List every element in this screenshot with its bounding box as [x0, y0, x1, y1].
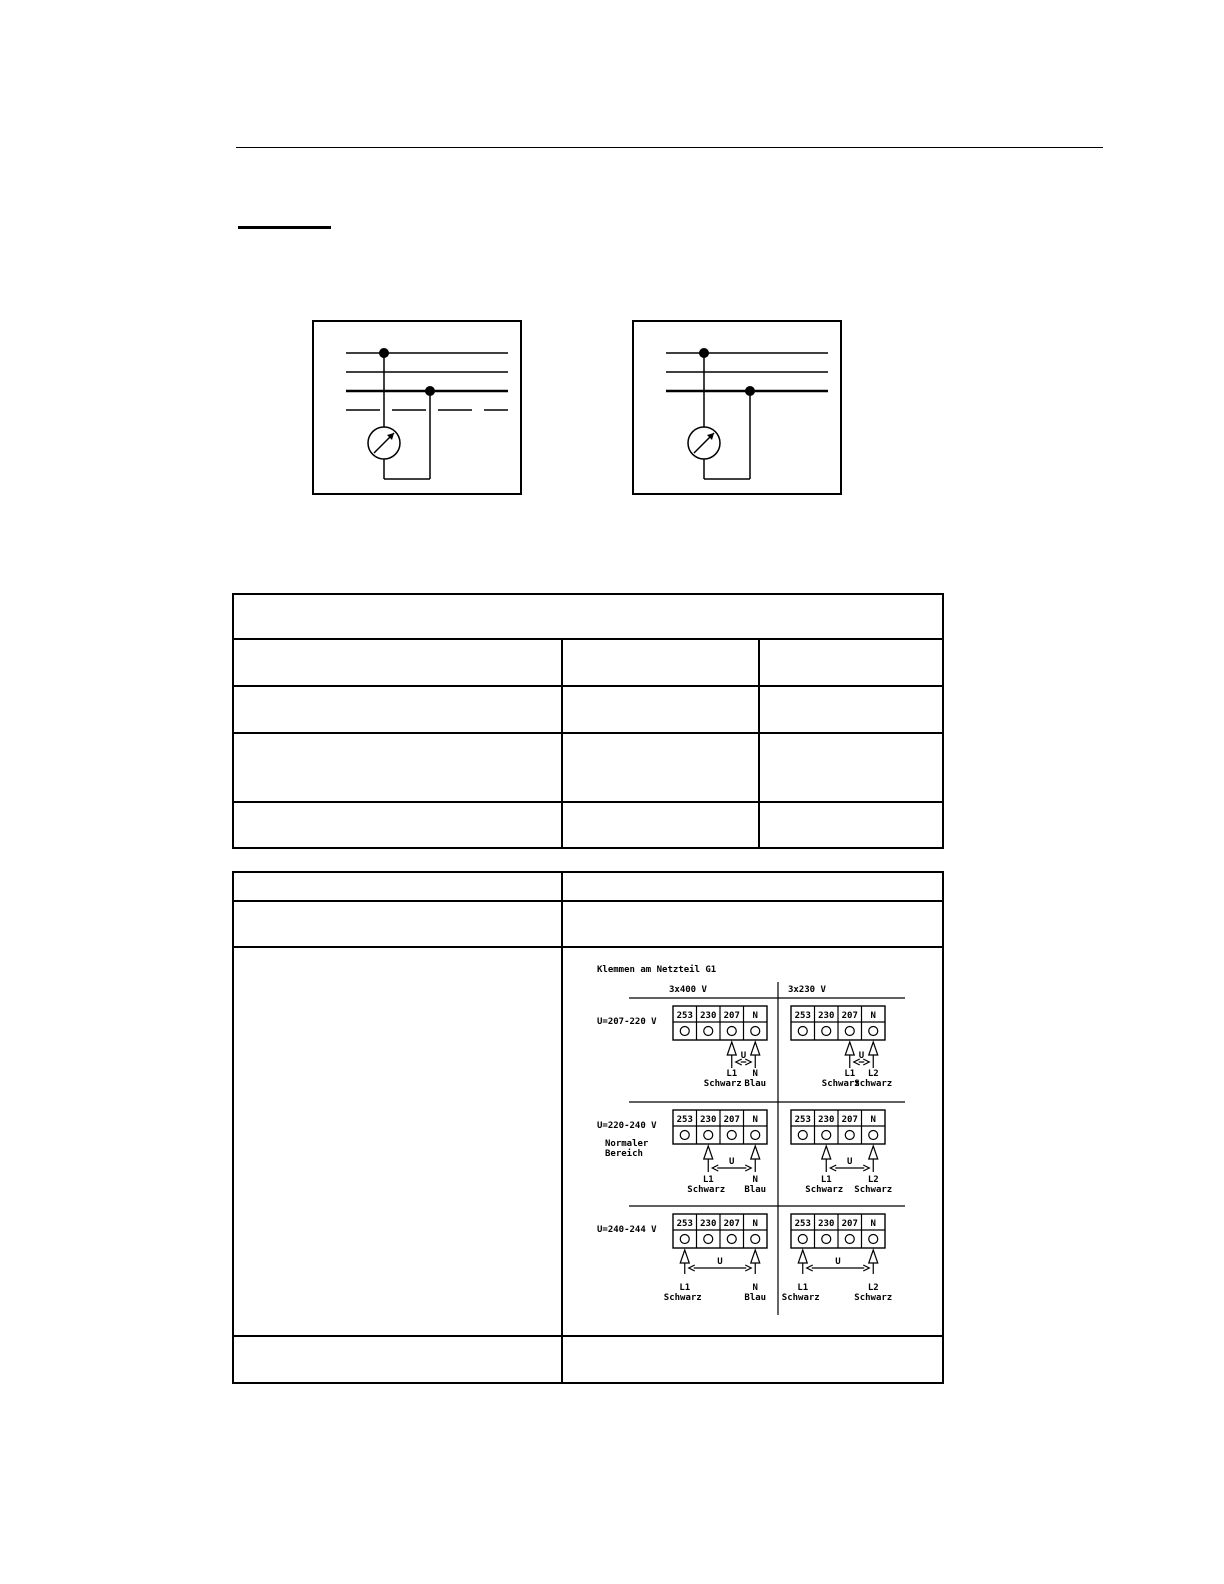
measurement-table	[232, 593, 944, 849]
terminal-label: 207	[841, 1219, 858, 1229]
figure-title: Klemmen am Netzteil G1	[597, 965, 717, 975]
terminal-label: N	[870, 1115, 876, 1125]
terminal-screw-icon	[845, 1027, 854, 1036]
table-cell	[759, 733, 943, 802]
terminal-screw-icon	[869, 1027, 878, 1036]
voltage-u-label: U	[835, 1257, 841, 1267]
wire-phase-label: N	[752, 1283, 758, 1293]
wire-phase-label: L2	[867, 1069, 879, 1079]
terminal-screw-icon	[704, 1027, 713, 1036]
wire-color-label: Schwarz	[805, 1185, 844, 1195]
terminal-label: 253	[794, 1219, 811, 1229]
terminal-label: 230	[700, 1115, 717, 1125]
terminal-label: 207	[723, 1115, 740, 1125]
table-cell	[759, 802, 943, 848]
meter-diagram-three-wire-svg	[634, 322, 844, 497]
wire-phase-label: N	[752, 1069, 758, 1079]
table-row	[233, 686, 943, 733]
wire-arrow-head	[704, 1146, 713, 1159]
table-cell	[233, 733, 562, 802]
terminal-label: 253	[794, 1011, 811, 1021]
table-row	[233, 802, 943, 848]
terminal-label: 207	[723, 1011, 740, 1021]
terminal-screw-icon	[727, 1235, 736, 1244]
wire-phase-label: L1	[679, 1283, 691, 1293]
wire-phase-label: L2	[867, 1175, 879, 1185]
wire-phase-label: L1	[844, 1069, 856, 1079]
voltage-u-label: U	[729, 1157, 735, 1167]
wire-phase-label: L1	[726, 1069, 738, 1079]
terminal-label: 253	[676, 1011, 693, 1021]
terminal-screw-icon	[680, 1235, 689, 1244]
wire-phase-label: L1	[702, 1175, 714, 1185]
terminal-screw-icon	[798, 1131, 807, 1140]
terminal-figure-cell	[562, 947, 943, 1336]
terminal-screw-icon	[751, 1131, 760, 1140]
terminal-label: 230	[700, 1219, 717, 1229]
terminal-screw-icon	[704, 1131, 713, 1140]
terminal-label: N	[870, 1011, 876, 1021]
meter-diagram-four-wire-svg	[314, 322, 524, 497]
table-cell	[562, 802, 759, 848]
terminal-label: 207	[841, 1011, 858, 1021]
table-row	[233, 733, 943, 802]
table-cell	[233, 639, 562, 686]
wire-phase-label: L1	[797, 1283, 809, 1293]
table-cell	[233, 1336, 562, 1383]
table-header-row	[233, 872, 943, 901]
voltage-u-label: U	[847, 1157, 853, 1167]
table-row	[233, 947, 943, 1336]
wire-arrow-head	[869, 1146, 878, 1159]
wire-color-label: Schwarz	[703, 1079, 742, 1089]
terminal-screw-icon	[727, 1027, 736, 1036]
terminal-screw-icon	[869, 1131, 878, 1140]
voltage-range-label: U=240-244 V	[597, 1225, 657, 1235]
terminal-label: 230	[818, 1011, 835, 1021]
wire-arrow-head	[751, 1250, 760, 1263]
table-cell	[233, 686, 562, 733]
table-cell	[233, 901, 562, 947]
table-cell	[562, 639, 759, 686]
terminal-screw-icon	[704, 1235, 713, 1244]
wire-color-label: Schwarz	[781, 1293, 820, 1303]
terminal-screw-icon	[680, 1131, 689, 1140]
terminal-label: 207	[723, 1219, 740, 1229]
voltage-range-label: U=220-240 V	[597, 1121, 657, 1131]
terminal-screw-icon	[869, 1235, 878, 1244]
range-sublabel: Bereich	[605, 1149, 643, 1159]
wire-arrow-head	[798, 1250, 807, 1263]
wire-arrow-head	[845, 1042, 854, 1055]
wire-color-label: Blau	[744, 1079, 767, 1089]
voltage-u-label: U	[740, 1051, 747, 1061]
wire-arrow-head	[751, 1042, 760, 1055]
procedure-table	[232, 871, 944, 1384]
wire-color-label: Blau	[744, 1293, 767, 1303]
wire-color-label: Schwarz	[687, 1185, 726, 1195]
wire-color-label: Schwarz	[854, 1293, 893, 1303]
wire-arrow-head	[751, 1146, 760, 1159]
wire-phase-label: N	[752, 1175, 758, 1185]
wire-color-label: Schwarz	[663, 1293, 702, 1303]
terminal-label: 230	[818, 1115, 835, 1125]
terminal-screw-icon	[727, 1131, 736, 1140]
terminal-label: 253	[794, 1115, 811, 1125]
section-heading-underline	[238, 226, 331, 229]
meter-diagram-four-wire	[312, 320, 522, 495]
wire-arrow-head	[822, 1146, 831, 1159]
column-header-3x400: 3x400 V	[669, 985, 707, 995]
table-cell	[233, 947, 562, 1336]
terminal-screw-icon	[798, 1027, 807, 1036]
terminal-label: 230	[700, 1011, 717, 1021]
table-cell	[759, 686, 943, 733]
terminal-screw-icon	[751, 1027, 760, 1036]
table-cell	[233, 872, 562, 901]
terminal-screw-icon	[822, 1131, 831, 1140]
wire-color-label: Blau	[744, 1185, 767, 1195]
wire-color-label: Schwarz	[854, 1079, 893, 1089]
table-row	[233, 901, 943, 947]
terminal-screw-icon	[798, 1235, 807, 1244]
terminal-label: N	[752, 1115, 758, 1125]
voltage-u-label: U	[717, 1257, 723, 1267]
header-rule	[236, 147, 1103, 148]
terminal-screw-icon	[845, 1131, 854, 1140]
table-cell	[562, 686, 759, 733]
table-header-row	[233, 594, 943, 639]
terminal-label: N	[752, 1219, 758, 1229]
terminal-screw-icon	[822, 1027, 831, 1036]
table-cell	[562, 1336, 943, 1383]
terminal-screw-icon	[845, 1235, 854, 1244]
table-cell	[562, 901, 943, 947]
terminal-label: 230	[818, 1219, 835, 1229]
voltage-u-label: U	[858, 1051, 865, 1061]
wire-color-label: Schwarz	[821, 1079, 860, 1089]
terminal-label: 253	[676, 1115, 693, 1125]
terminal-label: 253	[676, 1219, 693, 1229]
table-cell	[562, 733, 759, 802]
wire-arrow-head	[727, 1042, 736, 1055]
meter-diagram-three-wire	[632, 320, 842, 495]
terminal-label: N	[752, 1011, 758, 1021]
table-row	[233, 639, 943, 686]
wire-phase-label: L2	[867, 1283, 879, 1293]
wire-phase-label: L1	[820, 1175, 832, 1185]
table-row	[233, 1336, 943, 1383]
wire-arrow-head	[869, 1250, 878, 1263]
wire-arrow-head	[680, 1250, 689, 1263]
table-cell	[562, 872, 943, 901]
terminal-wiring-diagram	[563, 948, 939, 1333]
column-header-3x230: 3x230 V	[788, 985, 826, 995]
terminal-screw-icon	[822, 1235, 831, 1244]
terminal-label: N	[870, 1219, 876, 1229]
wire-color-label: Schwarz	[854, 1185, 893, 1195]
table-cell	[233, 802, 562, 848]
table-cell	[759, 639, 943, 686]
terminal-screw-icon	[680, 1027, 689, 1036]
table-title-cell	[233, 594, 943, 639]
terminal-label: 207	[841, 1115, 858, 1125]
range-sublabel: Normaler	[605, 1139, 649, 1149]
voltage-range-label: U=207-220 V	[597, 1017, 657, 1027]
terminal-screw-icon	[751, 1235, 760, 1244]
wire-arrow-head	[869, 1042, 878, 1055]
